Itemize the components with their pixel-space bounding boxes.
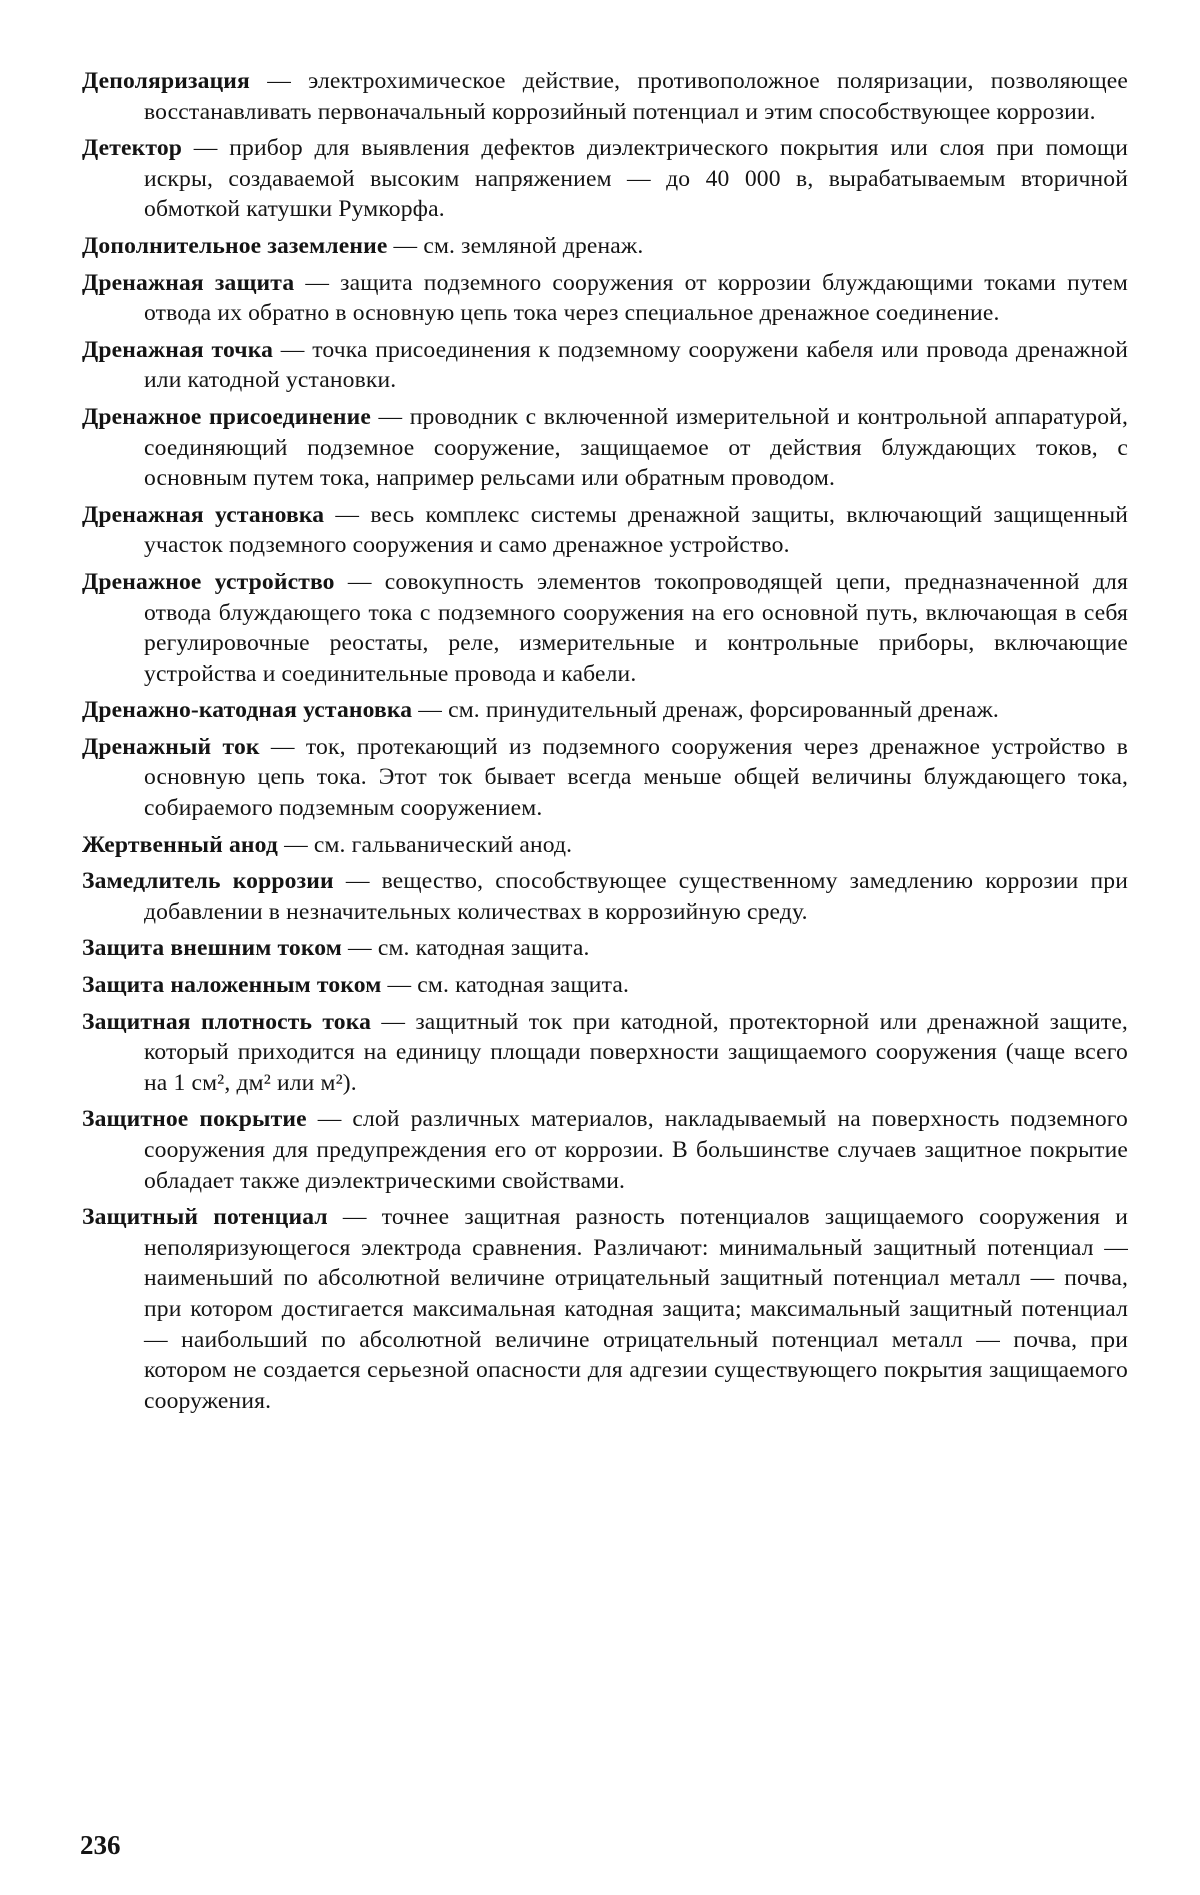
glossary-entry-drainage-current <box>82 732 1128 824</box>
glossary-entry-external-current-protection <box>82 933 1128 964</box>
entry-definition: — точка присоединения к подземному сооружени кабеля или провода дренажной или катодной установки. <box>144 336 1128 394</box>
entry-term: Детектор <box>82 135 183 162</box>
entry-definition: — прибор для выявления дефектов диэлектрического покрытия или слоя при помощи искры, создаваемой высоким напряжением — до 40 000 в, вырабатываемым вторичной обмоткой катушки Румкорфа. <box>144 135 1128 223</box>
entry-definition: — слой различных материалов, накладываемый на поверхность подземного сооружения для предупреждения его от коррозии. В большинстве случаев защитное покрытие обладает также диэлектрическими свойствами. <box>144 1106 1128 1194</box>
glossary-entry-drainage-device <box>82 567 1128 689</box>
entry-term: Защита наложенным током <box>82 972 382 999</box>
entry-term: Дренажный ток <box>82 733 260 760</box>
glossary-entry-depolarization <box>82 66 1128 127</box>
entry-term: Жертвенный анод <box>82 831 279 858</box>
entry-term: Защитная плотность тока <box>82 1008 372 1035</box>
entry-term: Замедлитель коррозии <box>82 868 334 895</box>
dictionary-page <box>82 66 1128 1422</box>
glossary-entry-drainage-cathodic-installation <box>82 695 1128 726</box>
entry-definition: — проводник с включенной измерительной и контрольной аппаратурой, соединяющий подземное сооружение, защищаемое от действия блуждающих токов, с основным путем тока, например рельсами или обратным проводом. <box>144 403 1129 492</box>
entry-definition: — электрохимическое действие, противоположное поляризации, позволяющее восстанавливать первоначальный коррозийный потенциал и этим способствующее коррозии. <box>144 68 1128 125</box>
entry-definition: — точнее защитная разность потенциалов защищаемого сооружения и неполяризующегося электрода сравнения. Различают: минимальный защитный потенциал — наименьший по абсолютной величине отрицательный защитный потенциал металл — почва, при котором достигается максимальная катодная защита; максимальный защитный потенциал — наибольший по абсолютной величине отрицательный потенциал металл — почва, при котором не создается серьезной опасности для адгезии существующего покрытия защищаемого сооружения. <box>144 1204 1128 1414</box>
entry-definition: — защитный ток при катодной, протекторной или дренажной защите, который приходится на единицу площади поверхности защищаемого сооружения (чаще всего на 1 см², дм² или м²). <box>144 1008 1128 1096</box>
entry-term: Дренажная защита <box>82 269 295 296</box>
entry-term: Защитный потенциал <box>82 1204 328 1231</box>
entry-definition: — см. гальванический анод. <box>278 831 573 858</box>
glossary-entry-sacrificial-anode <box>82 830 1128 861</box>
entry-term: Дренажно-катодная установка <box>82 697 413 724</box>
glossary-entry-drainage-point <box>82 335 1128 396</box>
glossary-entry-detector <box>82 133 1128 225</box>
entry-term: Дренажное устройство <box>82 568 335 595</box>
entry-definition: — см. принудительный дренаж, форсированный дренаж. <box>412 697 999 724</box>
entry-term: Дренажная установка <box>82 501 325 528</box>
glossary-entry-corrosion-inhibitor <box>82 866 1128 927</box>
glossary-entry-protective-coating <box>82 1104 1128 1196</box>
glossary-entry-additional-grounding <box>82 231 1128 262</box>
glossary-entry-impressed-current-protection <box>82 970 1128 1001</box>
entry-term: Дополнительное заземление <box>82 232 388 259</box>
page-number: 236 <box>80 1830 121 1860</box>
glossary-entry-drainage-protection <box>82 268 1128 329</box>
entry-definition: — см. земляной дренаж. <box>387 232 644 259</box>
entry-definition: — см. катодная защита. <box>381 972 630 999</box>
entry-term: Деполяризация <box>82 68 250 94</box>
entry-term: Защита внешним током <box>82 935 342 962</box>
entry-term: Дренажная точка <box>82 336 274 363</box>
glossary-entry-protective-current-density <box>82 1007 1128 1099</box>
entry-definition: — ток, протекающий из подземного сооружения через дренажное устройство в основную цепь тока. Этот ток бывает всегда меньше общей величины блуждающего тока, собираемого подземным сооружением. <box>144 733 1128 822</box>
entry-term: Защитное покрытие <box>82 1106 307 1133</box>
entry-term: Дренажное присоединение <box>82 403 371 430</box>
entry-definition: — защита подземного сооружения от коррозии блуждающими токами путем отвода их обратно в основную цепь тока через специальное дренажное соединение. <box>144 269 1129 327</box>
glossary-entry-protective-potential <box>82 1202 1128 1416</box>
glossary-entry-drainage-connection <box>82 402 1128 494</box>
entry-definition: — вещество, способствующее существенному замедлению коррозии при добавлении в незначительных количествах в коррозийную среду. <box>144 868 1128 925</box>
glossary-entry-drainage-installation <box>82 500 1128 561</box>
entry-definition: — весь комплекс системы дренажной защиты, включающий защищенный участок подземного сооружения и само дренажное устройство. <box>144 501 1128 559</box>
entry-definition: — см. катодная защита. <box>342 935 590 962</box>
entry-definition: — совокупность элементов токопроводящей цепи, предназначенной для отвода блуждающего тока с подземного сооружения на его основной путь, включающая в себя регулировочные реостаты, реле, измерительные и контрольные приборы, включающие устройства и соединительные провода и кабели. <box>144 568 1128 687</box>
